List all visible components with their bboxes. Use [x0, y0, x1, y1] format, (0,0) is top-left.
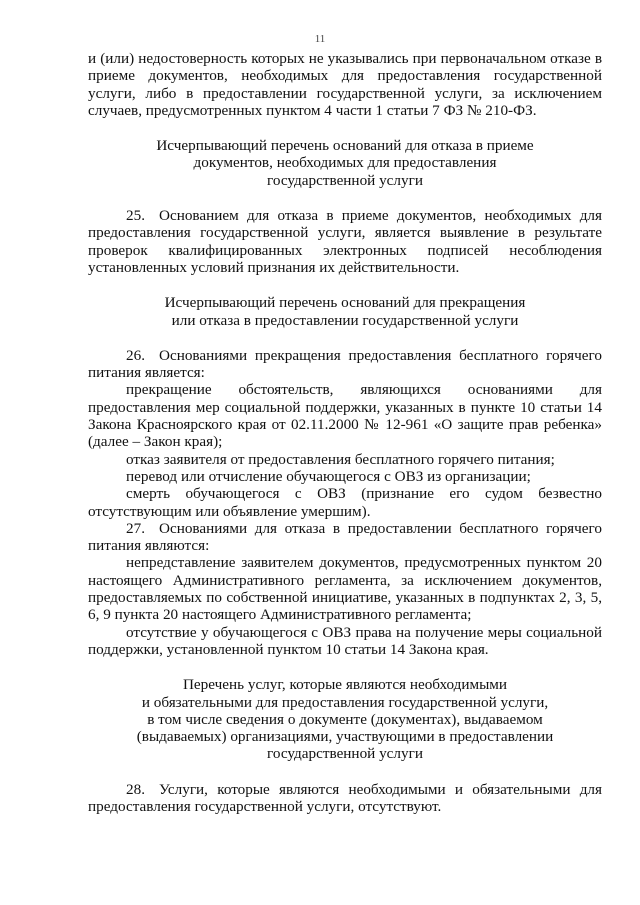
paragraph-text: Услуги, которые являются необходимыми и обязательными для предоставления государственной услуги, отсутствуют.	[88, 780, 602, 815]
paragraph-number: 28.	[126, 780, 145, 798]
list-item: непредставление заявителем документов, предусмотренных пунктом 20 настоящего Административного регламента, за исключением документов, предоставляемых по собственной инициативе, указанных в подпунктах 2, 3, 5, 6, 9 пункта 20 настоящего Административного регламента;	[88, 554, 602, 624]
heading-line: государственной услуги	[267, 745, 423, 763]
heading-line: или отказа в предоставлении государственной услуги	[171, 311, 519, 329]
list-item: перевод или отчисление обучающегося с ОВЗ из организации;	[126, 467, 531, 485]
heading-line: Перечень услуг, которые являются необходимыми	[182, 676, 508, 694]
paragraph-25	[88, 207, 602, 276]
intro-paragraph: и (или) недостоверность которых не указывались при первоначальном отказе в приеме документов, необходимых для предоставления государственной услуги, либо в предоставлении государственной услуги, за исключением случаев, предусмотренных пунктом 4 части 1 статьи 7 ФЗ № 210-ФЗ.	[88, 50, 602, 119]
list-item: отказ заявителя от предоставления бесплатного горячего питания;	[126, 450, 555, 468]
document-body	[88, 50, 602, 815]
paragraph-text: Основаниями для отказа в предоставлении бесплатного горячего питания являются:	[88, 519, 602, 555]
heading-line: и обязательными для предоставления государственной услуги,	[141, 693, 549, 711]
heading-line: документов, необходимых для предоставления	[193, 154, 497, 172]
list-item: отсутствие у обучающегося с ОВЗ права на получение меры социальной поддержки, установленной пунктом 10 статьи 14 Закона края.	[88, 623, 602, 658]
paragraph-27	[88, 520, 602, 555]
list-item: прекращение обстоятельств, являющихся основаниями для предоставления мер социальной поддержки, указанных в пункте 10 статьи 14 Закона Красноярского края от 02.11.2000 № 12-961 «О защите прав ребенка» (далее – Закон края);	[88, 381, 602, 451]
paragraph-text: Основаниями прекращения предоставления бесплатного горячего питания является:	[88, 346, 602, 382]
paragraph-number: 26.	[126, 346, 145, 364]
heading-line: Исчерпывающий перечень оснований для прекращения	[164, 294, 526, 312]
page-number: 11	[314, 33, 326, 45]
paragraph-28	[88, 781, 602, 816]
section-heading-required-services	[88, 676, 602, 762]
section-heading-termination-refusal	[88, 294, 602, 329]
paragraph-26	[88, 347, 602, 382]
heading-line: государственной услуги	[267, 171, 423, 189]
heading-line: (выдаваемых) организациями, участвующими в предоставлении	[136, 728, 554, 746]
section-heading-refusal-acceptance	[88, 137, 602, 189]
heading-line: Исчерпывающий перечень оснований для отказа в приеме	[156, 137, 534, 155]
paragraph-number: 27.	[126, 519, 145, 537]
paragraph-number: 25.	[126, 207, 145, 225]
list-item: смерть обучающегося с ОВЗ (признание его судом безвестно отсутствующим или объявление умершим).	[88, 485, 602, 520]
heading-line: в том числе сведения о документе (документах), выдаваемом	[147, 710, 543, 728]
paragraph-text: Основанием для отказа в приеме документов, необходимых для предоставления государственной услуги, является выявление в результате проверок квалифицированных электронных подписей несоблюдения установленных условий признания их действительности.	[88, 207, 602, 276]
